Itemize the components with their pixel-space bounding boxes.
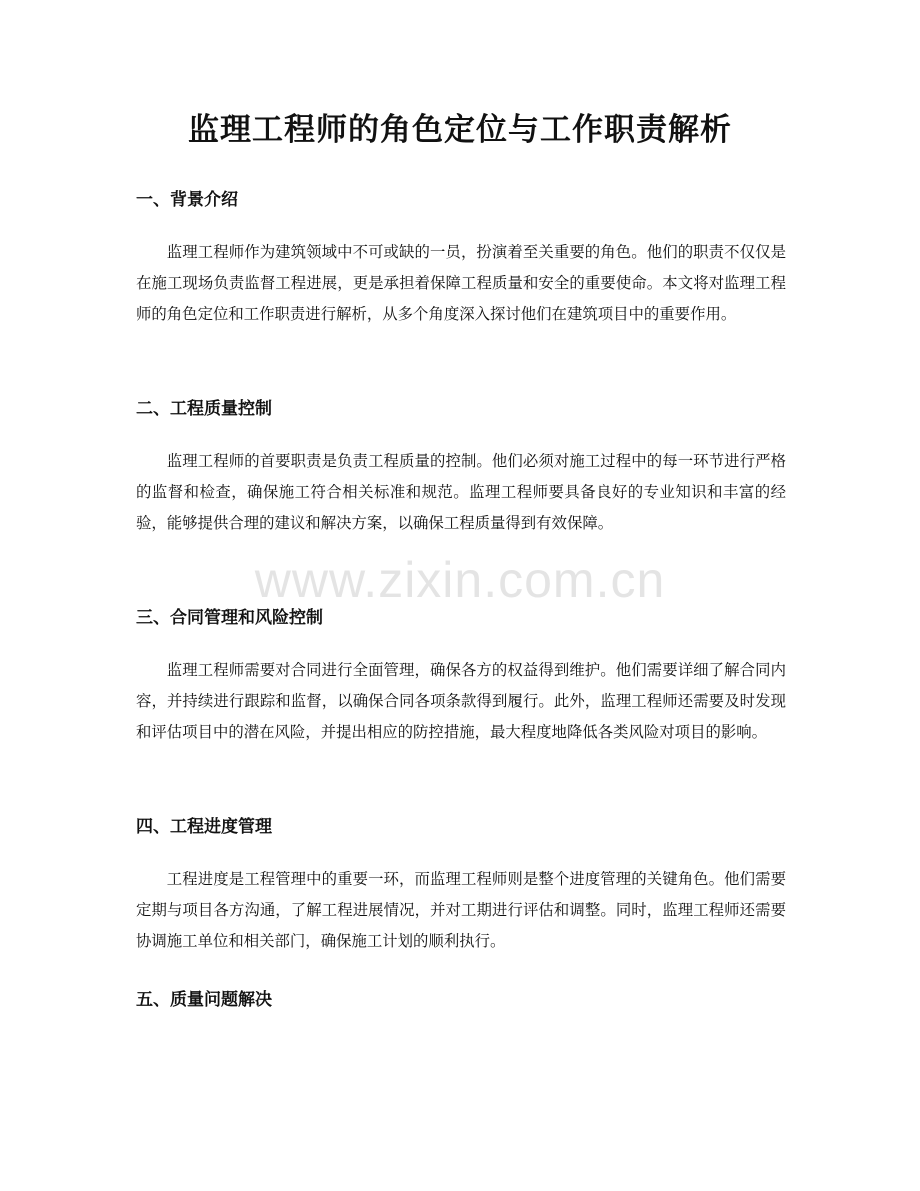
document-title: 监理工程师的角色定位与工作职责解析 xyxy=(188,112,732,148)
section-paragraph: 监理工程师的首要职责是负责工程质量的控制。他们必须对施工过程中的每一环节进行严格的监督和检查，确保施工符合相关标准和规范。监理工程师要具备良好的专业知识和丰富的经验，能够提供合理的建议和解决方案，以确保工程质量得到有效保障。 xyxy=(136,452,786,532)
section-paragraph: 工程进度是工程管理中的重要一环，而监理工程师则是整个进度管理的关键角色。他们需要定期与项目各方沟通，了解工程进展情况，并对工期进行评估和调整。同时，监理工程师还需要协调施工单位和相关部门，确保施工计划的顺利执行。 xyxy=(136,870,786,950)
section-quality-control xyxy=(136,397,786,539)
section-contract-risk xyxy=(136,606,786,748)
section-quality-issues xyxy=(136,988,786,1012)
section-heading: 四、工程进度管理 xyxy=(136,817,272,837)
section-paragraph: 监理工程师需要对合同进行全面管理，确保各方的权益得到维护。他们需要详细了解合同内容，并持续进行跟踪和监督，以确保合同各项条款得到履行。此外，监理工程师还需要及时发现和评估项目中的潜在风险，并提出相应的防控措施，最大程度地降低各类风险对项目的影响。 xyxy=(136,661,786,741)
section-heading: 五、质量问题解决 xyxy=(136,990,272,1010)
section-heading: 一、背景介绍 xyxy=(136,190,238,210)
watermark: www.zixin.com.cn xyxy=(254,552,666,608)
section-schedule xyxy=(136,815,786,957)
section-background xyxy=(136,188,786,330)
section-paragraph: 监理工程师作为建筑领域中不可或缺的一员，扮演着至关重要的角色。他们的职责不仅仅是在施工现场负责监督工程进展，更是承担着保障工程质量和安全的重要使命。本文将对监理工程师的角色定位和工作职责进行解析，从多个角度深入探讨他们在建筑项目中的重要作用。 xyxy=(136,243,786,323)
section-heading: 二、工程质量控制 xyxy=(136,399,272,419)
section-heading: 三、合同管理和风险控制 xyxy=(136,608,323,628)
